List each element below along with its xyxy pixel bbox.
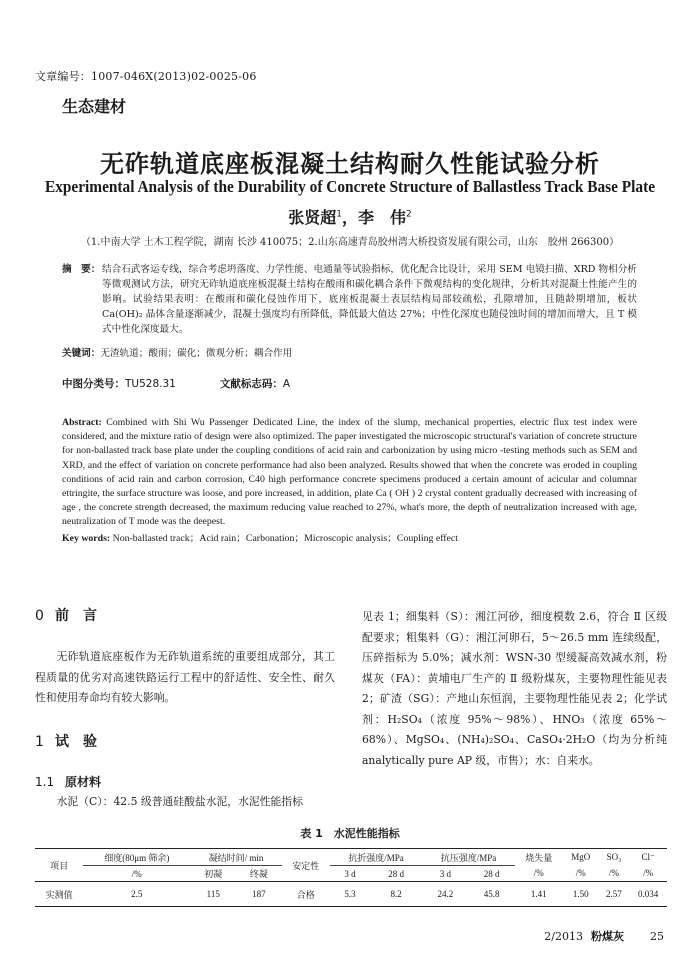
doc-code-value: A: [282, 378, 291, 390]
section-0-heading: [35, 605, 335, 625]
title-english: Experimental Analysis of the Durability of Concrete Structure of Ballastless Track Base Plate: [44, 177, 656, 196]
col-final-set: 终凝: [249, 869, 268, 879]
keywords-chinese: [62, 345, 292, 359]
right-column: [362, 607, 667, 771]
col-flex-3d: 3 d: [344, 868, 356, 879]
col-so3-unit: /%: [608, 868, 619, 879]
footer-issue: 2/2013: [544, 930, 583, 943]
section-1-heading: [35, 731, 335, 751]
keywords-english: [62, 530, 458, 544]
abstract-english-label: Abstract:: [62, 417, 102, 428]
section-1-1-title: 原材料: [65, 774, 102, 789]
footer-journal: 粉煤灰: [591, 930, 624, 943]
col-fineness: 细度(80μm 筛余): [83, 849, 190, 866]
col-item: 项目: [50, 860, 69, 871]
cell-chloride: 0.034: [638, 889, 659, 899]
cell-flex-28d: 8.2: [390, 889, 402, 899]
cell-loi: 1.41: [530, 889, 547, 899]
clc-label: 中图分类号：: [62, 378, 125, 390]
clc-value: TU528.31: [125, 378, 176, 390]
author-2-affil-mark: 2: [406, 209, 412, 220]
section-1-number: 1: [35, 733, 44, 750]
cell-so3: 2.57: [606, 889, 622, 899]
page-footer: [544, 928, 664, 944]
col-so3: SO₃: [606, 852, 622, 863]
col-soundness: 安定性: [292, 860, 320, 871]
cell-flex-3d: 5.3: [344, 889, 356, 899]
section-1-title: 试 验: [55, 733, 97, 750]
classification-row: [62, 376, 290, 391]
table-1-title: 表 1 水泥性能指标: [300, 827, 400, 840]
keywords-english-label: Key words:: [62, 533, 111, 544]
col-setting-time: 凝结时间/ min: [190, 849, 281, 866]
col-initial-set: 初凝: [204, 869, 223, 879]
abstract-chinese-body: 结合石武客运专线，综合考虑坍落度、力学性能、电通量等试验指标，优化配合比设计，采用 SEM 电镜扫描、XRD 物相分析等微观测试方法，研究无砟轨道底座板混凝土结构在酸雨和碳化耦合条件下微观结构的变化规律，分析其对混凝土性能产生的影响。试验结果表明：在酸雨和碳化侵蚀作用下，底座板混凝土表层结构局部较疏松，孔隙增加，且随龄期增加，板状 Ca(OH)₂ 晶体含量逐渐减少，混凝土强度均有所降低，降低最大值达 27%；中性化深度也随侵蚀时间的增加而增大，且 T 模式中性化深度最大。: [102, 264, 637, 335]
cell-comp-28d: 45.8: [483, 889, 500, 899]
col-flex-28d: 28 d: [388, 868, 405, 879]
cell-mgo: 1.50: [572, 889, 589, 899]
intro-paragraph: 无砟轨道底座板作为无砟轨道系统的重要组成部分，其工程质量的优劣对高速铁路运行工程中的舒适性、安全性、耐久性和使用寿命均有较大影响。: [35, 650, 335, 704]
section-1-1-number: 1.1: [35, 774, 55, 789]
col-compressive-strength: 抗压强度/MPa: [422, 849, 514, 866]
keywords-english-body: Non-ballasted track；Acid rain；Carbonation；Microscopic analysis；Coupling effect: [112, 533, 458, 544]
col-comp-3d: 3 d: [439, 868, 451, 879]
col-cl-unit: /%: [643, 868, 654, 879]
footer-page-number: 25: [650, 930, 664, 943]
section-label: 生态建材: [62, 97, 127, 116]
affiliation: （1.中南大学 土木工程学院，湖南 长沙 410075；2.山东高速青岛胶州湾大桥投资发展有限公司，山东 胶州 266300）: [80, 237, 620, 248]
table-row: [35, 882, 667, 907]
article-number: 文章编号：1007-046X(2013)02-0025-06: [35, 70, 257, 83]
section-0-number: 0: [35, 608, 44, 624]
author-1-affil-mark: 1: [336, 209, 342, 220]
col-mgo: MgO: [571, 852, 591, 863]
col-fineness-unit: /%: [131, 868, 142, 879]
col-comp-28d: 28 d: [483, 868, 500, 879]
abstract-english-body: Combined with Shi Wu Passenger Dedicated Line, the index of the slump, mechanical properties, electric flux test index were considered, and the mixture ratio of design were also optimized. The paper investigated the microscopic structural's variation of concrete structure for non-ballasted track base plate under the coupling conditions of acid rain and carbonization by using micro -testing methods such as SEM and XRD, and the effect of variation on concrete performance had also been analyzed. Results showed that when the concrete was eroded in coupling conditions of acid rain and carbon corrosion, C40 high performance concrete specimens produced a certain amount of acicular and columnar ettringite, the surface structure was loose, and pore increased, in addition, plate Ca ( OH ) 2 crystal content gradually decreased with increasing of age , the concrete strength decreased, the maximum reducing value reached to 27%, what's more, the depth of neutralization increased with age, neutralization of T mode was the deepest.: [62, 417, 637, 528]
col-loi-unit: /%: [533, 868, 544, 879]
authors: [0, 205, 700, 228]
doc-code-label: 文献标志码：: [219, 378, 283, 390]
cell-comp-3d: 24.2: [437, 889, 454, 899]
author-separator: ，: [341, 208, 358, 227]
left-column: [35, 605, 335, 812]
row-label: 实测值: [45, 889, 73, 900]
col-flexural-strength: 抗折强度/MPa: [330, 849, 422, 866]
table-header-row-2: [35, 866, 667, 882]
col-loss-on-ignition: 烧失量: [525, 852, 553, 863]
cell-soundness: 合格: [296, 889, 315, 900]
abstract-english: [62, 416, 637, 530]
cement-properties-table: [35, 848, 667, 907]
col-chloride: Cl⁻: [641, 851, 655, 862]
col-mgo-unit: /%: [575, 868, 586, 879]
table-header-row-1: [35, 849, 667, 866]
materials-paragraph-continued: 见表 1；细集料（S）：湘江河砂，细度模数 2.6，符合 Ⅱ 区级配要求；粗集料（G）：湘江河卵石，5～26.5 mm 连续级配，压碎指标为 5.0%；减水剂：WSN-30 型缓凝高效减水剂，粉煤灰（FA）：黄埔电厂生产的 Ⅱ 级粉煤灰，主要物理性能见表 2；矿渣（SG）：产地山东恒润，主要物理性能见表 2；化学试剂：H₂SO₄（浓度 95%～98%）、HNO₃（浓度 65%～68%）、MgSO₄、(NH₄)₂SO₄、CaSO₄·2H₂O（均为分析纯 analytically pure AP 级，市售）；水：自来水。: [362, 610, 667, 767]
section-0-title: 前 言: [55, 608, 97, 624]
cell-final-set: 187: [252, 889, 266, 899]
author-2-name: 李 伟: [358, 208, 407, 227]
abstract-chinese-label: 摘 要：: [62, 264, 101, 275]
title-chinese: 无砟轨道底座板混凝土结构耐久性能试验分析: [100, 150, 600, 178]
abstract-chinese: [62, 262, 637, 337]
keywords-chinese-body: 无渣轨道；酸雨；碳化；微观分析；耦合作用: [100, 348, 293, 359]
section-1-1-heading: [35, 773, 335, 790]
keywords-chinese-label: 关键词：: [62, 348, 101, 359]
cell-fineness: 2.5: [131, 889, 143, 899]
materials-paragraph-start: 水泥（C）：42.5 级普通硅酸盐水泥，水泥性能指标: [56, 794, 303, 808]
cell-initial-set: 115: [206, 889, 220, 899]
author-1-name: 张贤超: [288, 208, 337, 227]
